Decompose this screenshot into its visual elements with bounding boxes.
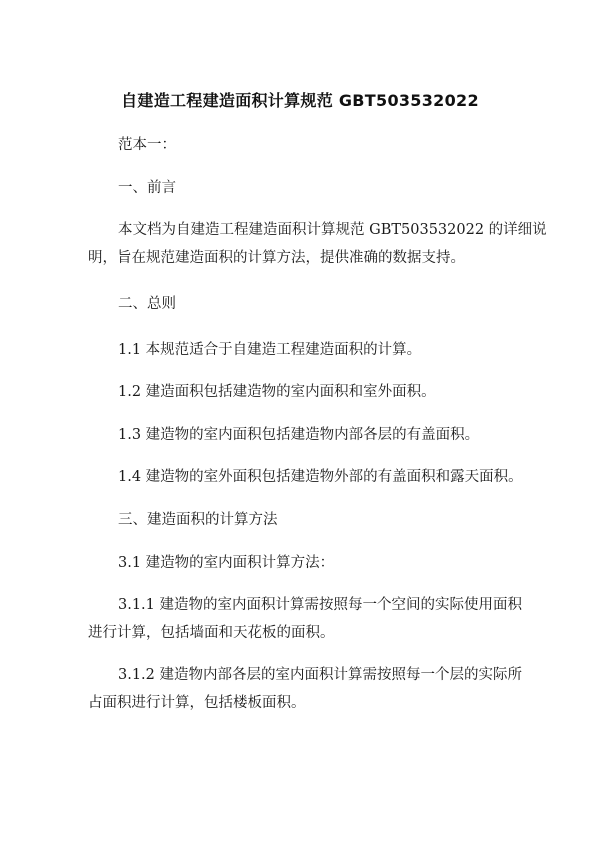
document-title: 自建造工程建造面积计算规范 GBT503532022: [121, 91, 479, 110]
section-heading-calculation: [88, 506, 524, 534]
text-line: 3.1.1 建造物的室内面积计算需按照每一个空间的实际使用面积: [118, 597, 523, 613]
clause-1-2: [88, 378, 524, 406]
text-line: 1.2 建造面积包括建造物的室内面积和室外面积。: [118, 384, 436, 400]
text-line: 1.4 建造物的室外面积包括建造物外部的有盖面积和露天面积。: [118, 469, 523, 485]
section-heading-preface: [88, 174, 524, 202]
text-line: 二、总则: [118, 296, 176, 312]
text-line: 占面积进行计算，包括楼板面积。: [88, 695, 306, 711]
clause-1-4: [88, 463, 524, 491]
text-line: 本文档为自建造工程建造面积计算规范 GBT503532022 的详细说: [118, 222, 547, 238]
text-line: 一、前言: [118, 180, 176, 196]
clause-3-1-1: [88, 591, 524, 647]
text-line: 明，旨在规范建造面积的计算方法，提供准确的数据支持。: [88, 250, 465, 266]
clause-3-1: [88, 549, 524, 577]
text-line: 1.3 建造物的室内面积包括建造物内部各层的有盖面积。: [118, 427, 480, 443]
clause-1-3: [88, 421, 524, 449]
section-heading-general: [88, 290, 524, 318]
paragraph-template-label: [88, 131, 524, 159]
text-line: 3.1 建造物的室内面积计算方法：: [118, 555, 335, 571]
paragraph-preface-body: [88, 216, 547, 272]
text-line: 1.1 本规范适合于自建造工程建造面积的计算。: [118, 342, 422, 358]
text-line: 三、建造面积的计算方法: [118, 512, 278, 528]
text-line: 进行计算，包括墙面和天花板的面积。: [88, 625, 335, 641]
text-line: 范本一：: [118, 137, 176, 153]
clause-1-1: [88, 336, 524, 364]
text-line: 3.1.2 建造物内部各层的室内面积计算需按照每一个层的实际所: [118, 667, 523, 683]
clause-3-1-2: [88, 661, 524, 717]
